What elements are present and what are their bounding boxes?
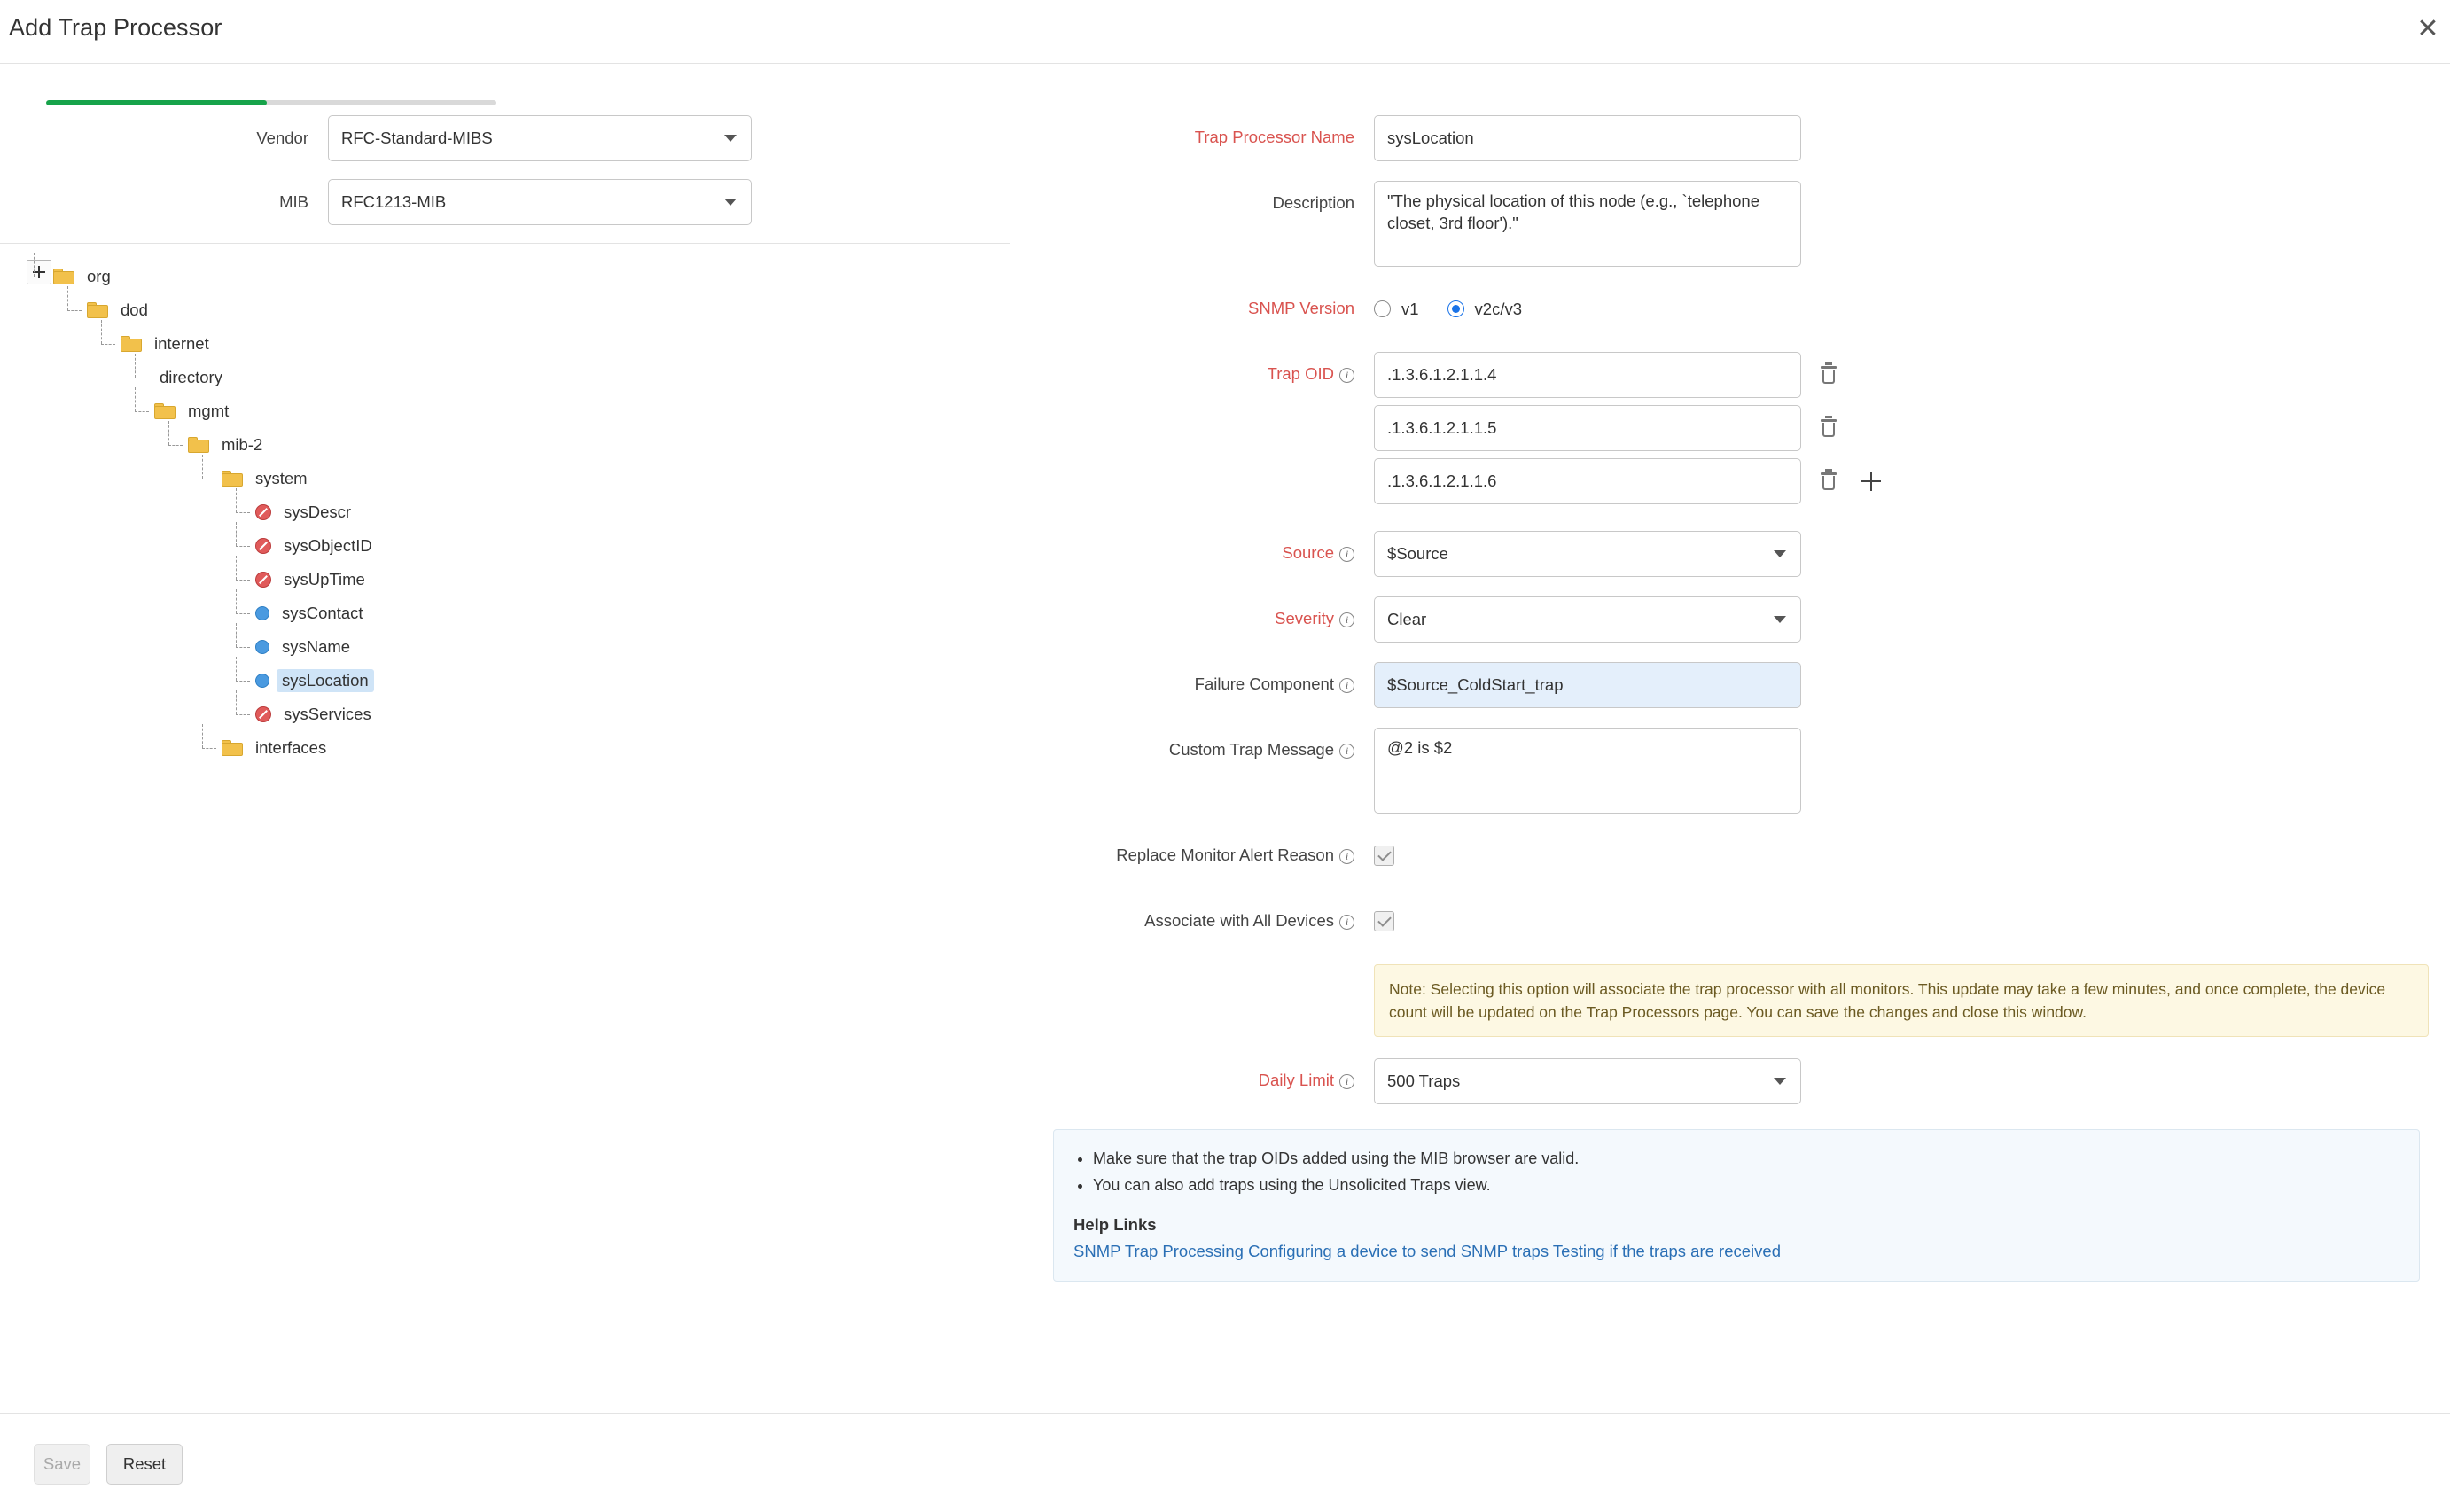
tree-node-label: interfaces: [255, 738, 327, 757]
replace-monitor-alert-reason-wrap: [1374, 833, 1394, 879]
severity-select-value: Clear: [1387, 609, 1427, 628]
severity-label-text: Severity: [1275, 608, 1334, 627]
trap-processor-name-value: sysLocation: [1387, 129, 1474, 147]
add-trap-oid-button[interactable]: [1858, 468, 1884, 495]
tree-node-label: sysServices: [284, 705, 371, 723]
daily-limit-row: [1046, 1058, 2429, 1104]
tree-node-mgmt[interactable]: [30, 394, 1010, 428]
readwrite-node-icon: [255, 606, 269, 620]
info-icon[interactable]: i: [1339, 678, 1354, 693]
tree-node-mib-2[interactable]: [30, 428, 1010, 462]
tree-node-label: sysContact: [282, 604, 363, 622]
mib-row: [0, 179, 1010, 225]
progress-bar-fill: [46, 100, 267, 105]
severity-row: [1046, 596, 2429, 643]
tree-node-syscontact[interactable]: [30, 596, 1010, 630]
replace-monitor-alert-reason-label-text: Replace Monitor Alert Reason: [1116, 845, 1334, 864]
severity-select[interactable]: [1374, 596, 1801, 643]
mib-label: MIB: [279, 192, 308, 211]
source-select[interactable]: [1374, 531, 1801, 577]
chevron-down-icon: [724, 135, 737, 142]
trap-processor-name-row: [1046, 115, 2429, 161]
help-links: [1073, 1242, 2399, 1261]
reset-button[interactable]: Reset: [106, 1444, 183, 1485]
trap-oid-label-text: Trap OID: [1267, 363, 1334, 383]
trap-oid-input-1[interactable]: [1374, 352, 1801, 398]
failure-component-row: [1046, 662, 2429, 708]
tree-node-sysservices[interactable]: [30, 698, 1010, 731]
snmp-version-label: SNMP Version: [1248, 298, 1354, 317]
failure-component-label: [1046, 662, 1374, 694]
tree-node-label: sysName: [282, 637, 351, 656]
daily-limit-select-value: 500 Traps: [1387, 1072, 1461, 1091]
associate-all-devices-label-text: Associate with All Devices: [1144, 910, 1334, 930]
info-icon[interactable]: i: [1339, 612, 1354, 627]
tree-node-label: mgmt: [188, 401, 230, 420]
tree-node-system[interactable]: [30, 462, 1010, 495]
description-label: Description: [1272, 193, 1354, 212]
progress-bar: [46, 100, 496, 105]
readonly-node-icon: [255, 538, 271, 554]
readonly-node-icon: [255, 504, 271, 520]
trap-oid-item: [1374, 352, 1884, 398]
dialog-footer: [0, 1413, 2450, 1512]
trap-oid-item: [1374, 405, 1884, 451]
tree-connector-icon: [199, 462, 222, 495]
info-icon[interactable]: i: [1339, 1074, 1354, 1089]
mib-select-value: RFC1213-MIB: [341, 192, 447, 211]
tree-connector-icon: [165, 428, 188, 462]
trap-processor-name-label: Trap Processor Name: [1194, 128, 1354, 146]
mib-select[interactable]: [328, 179, 752, 225]
help-link-configuring-device[interactable]: Configuring a device to send SNMP traps: [1248, 1241, 1549, 1260]
mib-tree: [0, 260, 1010, 827]
replace-monitor-alert-reason-label: [1046, 833, 1374, 865]
trap-oid-input-3[interactable]: [1374, 458, 1801, 504]
associate-all-devices-wrap: [1374, 899, 1394, 945]
chevron-down-icon: [1774, 1078, 1786, 1085]
radio-v2c-v3-label: v2c/v3: [1474, 299, 1523, 318]
custom-trap-message-label-text: Custom Trap Message: [1168, 739, 1334, 759]
info-icon[interactable]: i: [1339, 915, 1354, 930]
custom-trap-message-label: [1046, 728, 1374, 760]
tree-connector-icon: [131, 394, 154, 428]
daily-limit-label: [1046, 1058, 1374, 1090]
info-icon[interactable]: i: [1339, 744, 1354, 759]
associate-all-devices-row: [1046, 899, 2429, 945]
tree-connector-icon: [199, 731, 222, 765]
daily-limit-select[interactable]: [1374, 1058, 1801, 1104]
tree-node-interfaces[interactable]: [30, 731, 1010, 765]
tree-node-label: dod: [121, 300, 148, 319]
folder-icon: [222, 740, 243, 756]
severity-label: [1046, 596, 1374, 628]
readonly-node-icon: [255, 706, 271, 722]
tree-node-label: org: [87, 267, 111, 285]
associate-all-devices-checkbox[interactable]: [1374, 911, 1394, 931]
source-select-value: $Source: [1387, 543, 1448, 563]
tree-node-sysuptime[interactable]: [30, 563, 1010, 596]
folder-icon: [87, 302, 108, 318]
tree-node-label: sysLocation: [277, 669, 374, 692]
custom-trap-message-textarea[interactable]: [1374, 728, 1801, 814]
tree-node-label: sysObjectID: [284, 536, 372, 555]
trap-processor-form: [1046, 115, 2429, 1282]
tree-connector-icon: [30, 260, 53, 293]
tree-node-label: directory: [160, 368, 222, 386]
trap-oid-value-3: .1.3.6.1.2.1.1.6: [1387, 471, 1497, 490]
source-row: [1046, 531, 2429, 577]
radio-v1[interactable]: [1374, 300, 1391, 317]
trap-oid-list: [1374, 352, 1884, 511]
tree-node-label: sysDescr: [284, 503, 352, 521]
folder-icon: [121, 336, 142, 352]
info-icon[interactable]: i: [1339, 849, 1354, 864]
vendor-select-value: RFC-Standard-MIBS: [341, 129, 493, 147]
page-title: Add Trap Processor: [9, 14, 222, 41]
help-bullet: • Make sure that the trap OIDs added using the MIB browser are valid.: [1093, 1146, 2399, 1173]
trap-oid-input-2[interactable]: [1374, 405, 1801, 451]
associate-all-devices-label: [1046, 899, 1374, 931]
replace-monitor-alert-reason-row: [1046, 833, 2429, 879]
trap-processor-name-input[interactable]: [1374, 115, 1801, 161]
help-link-snmp-trap-processing[interactable]: SNMP Trap Processing: [1073, 1241, 1244, 1260]
snmp-version-radio-group: [1374, 286, 1540, 332]
help-link-testing-traps[interactable]: Testing if the traps are received: [1552, 1241, 1781, 1260]
tree-connector-icon: [98, 327, 121, 361]
help-bullet: • You can also add traps using the Unsolicited Traps view.: [1093, 1173, 2399, 1199]
help-bullet-list: [1093, 1146, 2399, 1198]
vendor-row: [0, 115, 1010, 161]
description-textarea[interactable]: [1374, 181, 1801, 267]
tree-node-syslocation[interactable]: [30, 664, 1010, 698]
folder-icon: [188, 437, 209, 453]
source-label-text: Source: [1282, 542, 1334, 562]
custom-trap-message-row: [1046, 728, 2429, 814]
trap-oid-value-2: .1.3.6.1.2.1.1.5: [1387, 417, 1497, 437]
help-links-title: Help Links: [1073, 1214, 1157, 1234]
tree-node-dod[interactable]: [30, 293, 1010, 327]
help-panel: [1053, 1129, 2420, 1281]
mib-browser-panel: [0, 115, 1010, 827]
trap-oid-item: [1374, 458, 1884, 504]
tree-node-directory[interactable]: [30, 361, 1010, 394]
tree-node-label: internet: [154, 334, 209, 353]
vendor-label: Vendor: [256, 129, 308, 147]
trash-icon[interactable]: [1819, 364, 1838, 386]
description-row: [1046, 181, 2429, 267]
close-icon[interactable]: ✕: [2416, 14, 2439, 43]
info-icon[interactable]: i: [1339, 547, 1354, 562]
replace-monitor-alert-reason-checkbox[interactable]: [1374, 846, 1394, 866]
tree-node-sysname[interactable]: [30, 630, 1010, 664]
vendor-select[interactable]: [328, 115, 752, 161]
save-button[interactable]: Save: [34, 1444, 90, 1485]
trash-icon[interactable]: [1819, 417, 1838, 439]
tree-connector-icon: [232, 698, 255, 731]
folder-icon: [53, 269, 74, 284]
chevron-down-icon: [1774, 550, 1786, 557]
radio-v2c-v3[interactable]: [1447, 300, 1464, 317]
info-icon[interactable]: i: [1339, 368, 1354, 383]
tree-node-internet[interactable]: [30, 327, 1010, 361]
tree-connector-icon: [64, 293, 87, 327]
readwrite-node-icon: [255, 674, 269, 688]
tree-node-label: system: [255, 469, 308, 487]
chevron-down-icon: [724, 199, 737, 206]
tree-node-org[interactable]: [30, 260, 1010, 293]
snmp-version-row: [1046, 286, 2429, 332]
divider: [0, 243, 1010, 244]
folder-icon: [154, 403, 176, 419]
daily-limit-label-text: Daily Limit: [1258, 1071, 1334, 1090]
trap-oid-label: [1046, 352, 1374, 384]
folder-icon: [222, 471, 243, 487]
readwrite-node-icon: [255, 640, 269, 654]
trash-icon[interactable]: [1819, 471, 1838, 492]
trap-oid-value-1: .1.3.6.1.2.1.1.4: [1387, 364, 1497, 384]
source-label: [1046, 531, 1374, 563]
tree-node-sysobjectid[interactable]: [30, 529, 1010, 563]
failure-component-input[interactable]: [1374, 662, 1801, 708]
tree-node-label: sysUpTime: [284, 570, 365, 588]
trap-oid-row: [1046, 352, 2429, 511]
tree-node-label: mib-2: [222, 435, 263, 454]
failure-component-label-text: Failure Component: [1194, 674, 1334, 693]
tree-node-sysdescr[interactable]: [30, 495, 1010, 529]
chevron-down-icon: [1774, 616, 1786, 623]
dialog-header: [0, 0, 2450, 64]
readonly-node-icon: [255, 572, 271, 588]
associate-devices-note: Note: Selecting this option will associate the trap processor with all monitors. This update may take a few minutes, and once complete, the device count will be updated on the Trap Processors page. You can save the changes and close this window.: [1374, 964, 2429, 1038]
radio-v1-label: v1: [1401, 299, 1419, 318]
failure-component-value: $Source_ColdStart_trap: [1387, 674, 1564, 694]
